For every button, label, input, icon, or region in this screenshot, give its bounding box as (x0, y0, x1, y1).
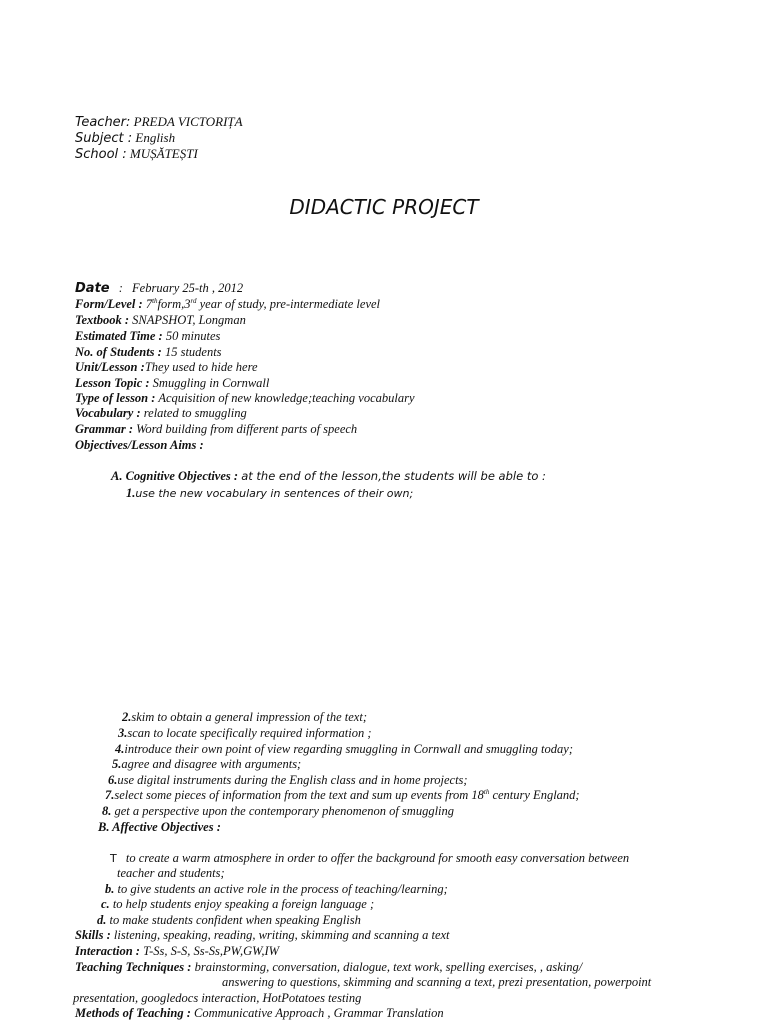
affective-item-c (101, 897, 374, 911)
year-sup: rd (190, 296, 197, 305)
techniques-line (75, 960, 582, 974)
techniques-line-3 (73, 991, 361, 1005)
objectives-label: Objectives/Lesson Aims : (75, 438, 204, 452)
teacher-label: Teacher: (75, 115, 131, 130)
date-line: Date : February 25-th , 2012 (75, 281, 244, 296)
grammar-value: Word building from different parts of speech (136, 422, 358, 436)
grammar-line (75, 422, 357, 436)
item-number: 1. (126, 486, 136, 500)
teacher-name: PREDA VICTORIȚA (133, 114, 243, 129)
affective-item-d (97, 913, 361, 927)
techniques-value: brainstorming, conversation, dialogue, text work, spelling exercises, , asking/ (194, 960, 583, 974)
students-label: No. of Students : (75, 345, 162, 359)
vocab-value: related to smuggling (143, 406, 247, 420)
item-text: to help students enjoy speaking a foreign language ; (112, 897, 375, 911)
cognitive-item-3 (118, 726, 372, 740)
textbook-value: SNAPSHOT, Longman (132, 313, 246, 327)
subject-line (75, 131, 175, 147)
form-rest: year of study, pre-intermediate level (199, 297, 381, 311)
textbook-line (75, 313, 246, 327)
cognitive-label: A. Cognitive Objectives : (111, 469, 239, 483)
methods-label: Methods of Teaching : (75, 1006, 191, 1020)
item-number: 3. (118, 726, 128, 740)
affective-item-t-cont (117, 866, 225, 880)
type-value: Acquisition of new knowledge;teaching vocabulary (158, 391, 415, 405)
unit-label: Unit/Lesson : (75, 360, 145, 374)
date-label: Date (75, 281, 110, 296)
form-mid: form,3 (157, 297, 191, 311)
page-title: DIDACTIC PROJECT (289, 195, 479, 219)
cognitive-item-5 (112, 757, 301, 771)
type-line (75, 391, 415, 405)
techniques-value-3: presentation, googledocs interaction, HotPotatoes testing (73, 991, 362, 1005)
date-value: February 25-th , 2012 (132, 281, 244, 295)
item-number: 7. (105, 788, 115, 802)
methods-line (75, 1006, 444, 1020)
school-name: MUȘĂTEȘTI (129, 146, 198, 161)
school-label: School : (75, 147, 127, 162)
item-text: select some pieces of information from the text and sum up events from 18 (114, 788, 484, 802)
skills-value: listening, speaking, reading, writing, skimming and scanning a text (113, 928, 450, 942)
topic-label: Lesson Topic : (75, 376, 150, 390)
affective-item-b (105, 882, 448, 896)
cognitive-item-8 (102, 804, 454, 818)
time-line (75, 329, 220, 343)
objectives-line (75, 438, 204, 452)
affective-item-t (110, 851, 629, 866)
textbook-label: Textbook : (75, 313, 130, 327)
item-number: 4. (115, 742, 125, 756)
affective-label: B. Affective Objectives : (98, 820, 221, 834)
item-text: to give students an active role in the process of teaching/learning; (117, 882, 448, 896)
subject-label: Subject : (75, 131, 133, 146)
item-marker: c. (101, 897, 110, 911)
interaction-value: T-Ss, S-S, Ss-Ss,PW,GW,IW (143, 944, 280, 958)
techniques-value-2: answering to questions, skimming and scanning a text, prezi presentation, powerpoint (222, 975, 652, 989)
item-text: to create a warm atmosphere in order to offer the background for smooth easy conversation between (125, 851, 630, 865)
century-sup: th (483, 787, 490, 796)
unit-line (75, 360, 258, 374)
time-label: Estimated Time : (75, 329, 163, 343)
cognitive-heading (111, 469, 546, 483)
students-line (75, 345, 222, 359)
bullet-marker: T (110, 852, 117, 865)
vocab-label: Vocabulary : (75, 406, 141, 420)
cognitive-item-1 (126, 486, 413, 501)
interaction-label: Interaction : (75, 944, 140, 958)
item-number: 2. (122, 710, 132, 724)
skills-label: Skills : (75, 928, 111, 942)
item-number: 8. (102, 804, 112, 818)
methods-value: Communicative Approach , Grammar Translation (194, 1006, 444, 1020)
techniques-label: Teaching Techniques : (75, 960, 192, 974)
item-text: skim to obtain a general impression of the text; (131, 710, 367, 724)
form-sup: th (152, 296, 158, 305)
cognitive-intro: at the end of the lesson,the students will be able to : (241, 469, 546, 483)
item-text-end: century England; (492, 788, 580, 802)
item-number: 5. (112, 757, 122, 771)
type-label: Type of lesson : (75, 391, 156, 405)
form-number: 7 (145, 297, 153, 311)
cognitive-item-2 (122, 710, 367, 724)
form-label: Form/Level : (75, 297, 143, 311)
vocab-line (75, 406, 247, 420)
item-marker: d. (97, 913, 107, 927)
teacher-line (75, 115, 243, 131)
item-text: use the new vocabulary in sentences of their own; (135, 487, 414, 500)
school-line (75, 147, 198, 163)
topic-line (75, 376, 269, 390)
form-line (75, 297, 380, 311)
affective-heading (98, 820, 221, 834)
students-value: 15 students (164, 345, 222, 359)
interaction-line (75, 944, 279, 958)
item-text: to make students confident when speaking English (109, 913, 361, 927)
cognitive-item-7 (105, 788, 580, 802)
item-text: get a perspective upon the contemporary phenomenon of smuggling (111, 804, 455, 818)
cognitive-item-4 (115, 742, 573, 756)
topic-value: Smuggling in Cornwall (152, 376, 270, 390)
item-text: teacher and students; (117, 866, 225, 880)
item-text: scan to locate specifically required information ; (127, 726, 372, 740)
unit-value: They used to hide here (144, 360, 258, 374)
techniques-line-2 (222, 975, 651, 989)
item-text: agree and disagree with arguments; (121, 757, 302, 771)
item-number: 6. (108, 773, 118, 787)
item-marker: b. (105, 882, 115, 896)
skills-line (75, 928, 450, 942)
cognitive-item-6 (108, 773, 468, 787)
subject-name: English (135, 130, 176, 145)
grammar-label: Grammar : (75, 422, 133, 436)
item-text: use digital instruments during the English class and in home projects; (117, 773, 468, 787)
time-value: 50 minutes (165, 329, 221, 343)
item-text: introduce their own point of view regarding smuggling in Cornwall and smuggling today; (124, 742, 573, 756)
